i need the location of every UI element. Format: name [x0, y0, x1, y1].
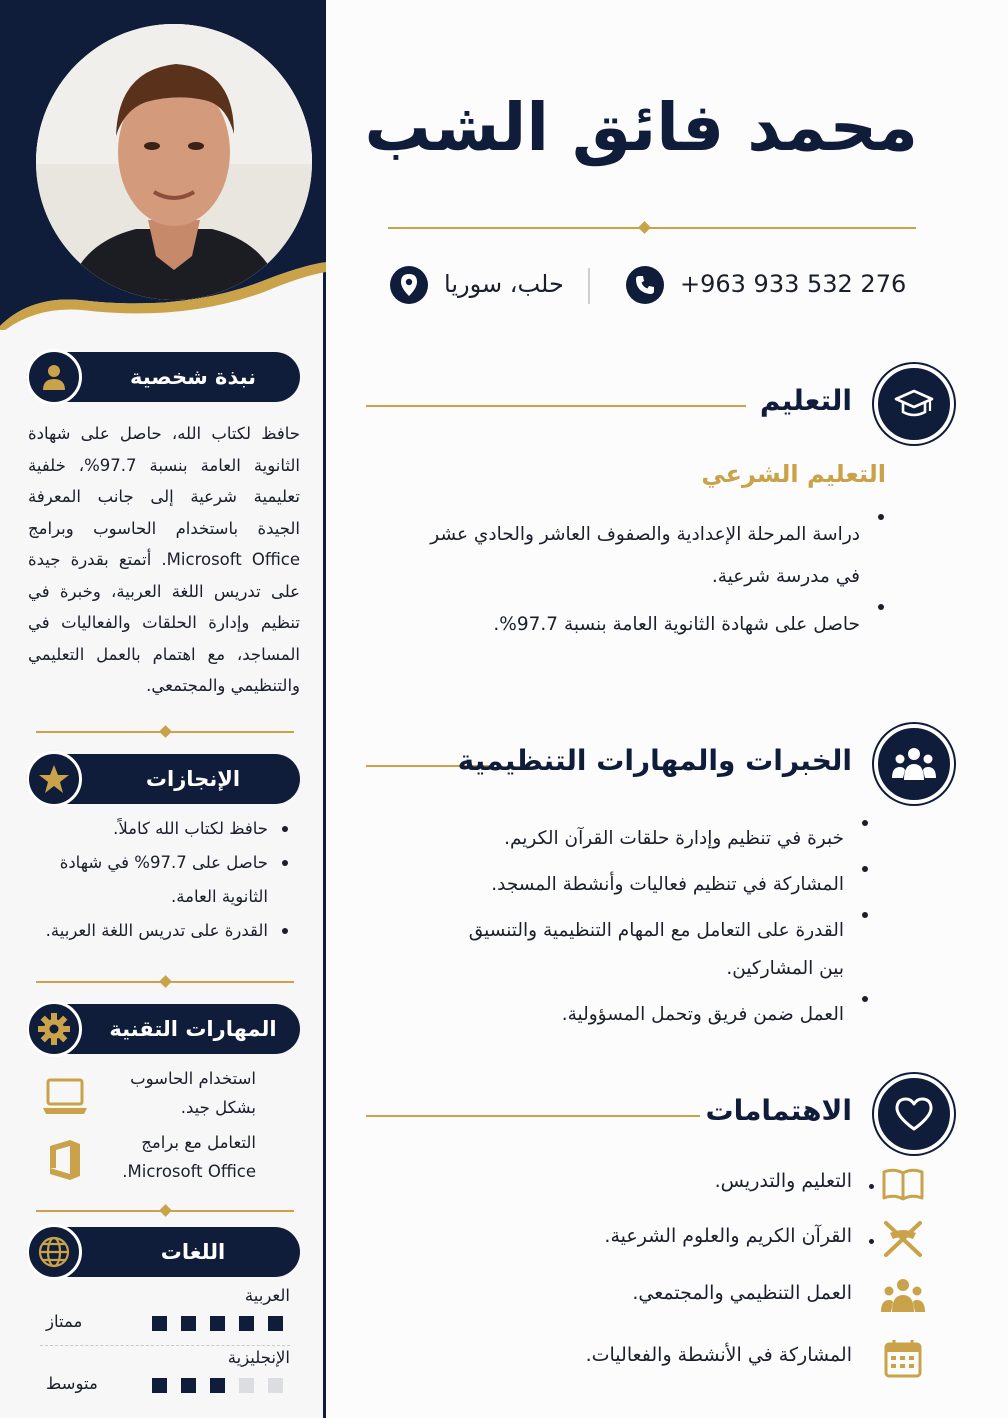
language-rating: [152, 1316, 292, 1332]
phone-icon: [626, 266, 664, 304]
rating-square-filled: [181, 1316, 196, 1331]
book-icon: [880, 1164, 926, 1204]
achievements-title: الإنجازات: [145, 767, 241, 791]
rating-square-filled: [181, 1378, 196, 1393]
profile-title: نبذة شخصية: [129, 365, 257, 389]
interest-label: القرآن الكريم والعلوم الشرعية.: [604, 1225, 852, 1247]
location-text: حلب، سوريا: [444, 270, 564, 298]
phone-number: +963 933 532 276: [680, 270, 907, 298]
divider-diamond: [159, 1204, 172, 1217]
interest-item: [560, 1219, 932, 1263]
bullet: [869, 1184, 874, 1189]
globe-icon: [26, 1224, 82, 1280]
calendar-icon: [880, 1338, 926, 1378]
language-name: الإنجليزية: [227, 1348, 290, 1367]
rating-square-filled: [152, 1378, 167, 1393]
divider-diamond: [159, 975, 172, 988]
education-title: التعليم: [759, 384, 852, 417]
name-underline: [388, 227, 916, 229]
section-line: [366, 1115, 700, 1117]
skill-item: [40, 1064, 256, 1122]
languages-section-title: [26, 1227, 300, 1277]
people-icon: [880, 1276, 926, 1316]
achievements-section-title: [26, 754, 300, 804]
list-item: القدرة على التعامل مع المهام التنظيمية والتنسيق بين المشاركين.: [440, 912, 874, 988]
rating-square-empty: [239, 1378, 254, 1393]
heart-icon: [874, 1074, 954, 1154]
divider-diamond: [159, 725, 172, 738]
experience-header: [366, 724, 960, 808]
language-item: [40, 1348, 290, 1408]
skill-label: استخدام الحاسوب بشكل جيد.: [130, 1069, 256, 1117]
interest-item: [560, 1276, 932, 1320]
interests-title: الاهتمامات: [705, 1094, 852, 1127]
rating-square-empty: [268, 1378, 283, 1393]
skill-item: [40, 1128, 256, 1186]
rating-square-filled: [239, 1316, 254, 1331]
team-icon: [874, 724, 954, 804]
office-icon: [40, 1138, 90, 1182]
list-item: المشاركة في تنظيم فعاليات وأنشطة المسجد.: [440, 866, 874, 904]
interests-header: [366, 1074, 960, 1158]
profile-photo: [36, 24, 312, 300]
interest-label: التعليم والتدريس.: [714, 1170, 852, 1192]
graduation-cap-icon: [874, 364, 954, 444]
location-pin-icon: [390, 266, 428, 304]
gear-icon: [26, 1001, 82, 1057]
list-item: حاصل على 97.7% في شهادة الثانوية العامة.: [30, 846, 298, 914]
skills-section-title: [26, 1004, 300, 1054]
star-icon: [26, 751, 82, 807]
language-level: ممتاز: [46, 1312, 83, 1331]
education-list: [420, 514, 890, 646]
list-item: دراسة المرحلة الإعدادية والصفوف العاشر والحادي عشر في مدرسة شرعية.: [420, 514, 890, 598]
rating-square-filled: [152, 1316, 167, 1331]
profile-summary: حافظ لكتاب الله، حاصل على شهادة الثانوية العامة بنسبة 97.7%، خلفية تعليمية شرعية إلى جانب المعرفة الجيدة باستخدام الحاسوب وبرامج Microsoft Office. أتمتع بقدرة جيدة على تدريس اللغة العربية، وخبرة في تنظيم وإدارة الحلقات والفعاليات في المساجد، مع اهتمام بالعمل التعليمي والتنظيمي والمجتمعي.: [28, 424, 301, 695]
section-line: [366, 405, 746, 407]
quran-stand-icon: [880, 1219, 926, 1259]
interest-item: [560, 1164, 932, 1208]
skill-label: التعامل مع برامج Microsoft Office.: [122, 1133, 256, 1181]
interest-item: [560, 1338, 932, 1382]
education-header: [366, 364, 960, 448]
laptop-icon: [40, 1074, 90, 1118]
achievements-list: [30, 812, 298, 948]
rating-square-filled: [268, 1316, 283, 1331]
skills-title: المهارات التقنية: [109, 1017, 277, 1041]
list-item: حافظ لكتاب الله كاملاً.: [30, 812, 298, 846]
language-rating: [152, 1378, 292, 1394]
language-separator: [40, 1345, 290, 1346]
list-item: خبرة في تنظيم وإدارة حلقات القرآن الكريم.: [440, 820, 874, 858]
list-item: العمل ضمن فريق وتحمل المسؤولية.: [440, 996, 874, 1034]
languages-title: اللغات: [160, 1240, 226, 1264]
sidebar: [0, 0, 326, 1418]
person-icon: [26, 349, 82, 405]
experience-list: [440, 820, 874, 1034]
education-subtitle: التعليم الشرعي: [701, 460, 886, 488]
interest-label: العمل التنظيمي والمجتمعي.: [632, 1282, 852, 1304]
interest-label: المشاركة في الأنشطة والفعاليات.: [585, 1344, 852, 1366]
rating-square-filled: [210, 1316, 225, 1331]
language-name: العربية: [244, 1286, 290, 1305]
list-item: حاصل على شهادة الثانوية العامة بنسبة 97.7%.: [420, 604, 890, 646]
bullet: [869, 1239, 874, 1244]
language-level: متوسط: [46, 1374, 98, 1393]
profile-section-title: [26, 352, 300, 402]
full-name: محمد فائق الشب: [364, 89, 918, 166]
contact-separator: [588, 268, 590, 304]
rating-square-filled: [210, 1378, 225, 1393]
language-item: [40, 1286, 290, 1346]
list-item: القدرة على تدريس اللغة العربية.: [30, 914, 298, 948]
experience-title: الخبرات والمهارات التنظيمية: [457, 744, 852, 777]
divider-diamond: [638, 221, 651, 234]
